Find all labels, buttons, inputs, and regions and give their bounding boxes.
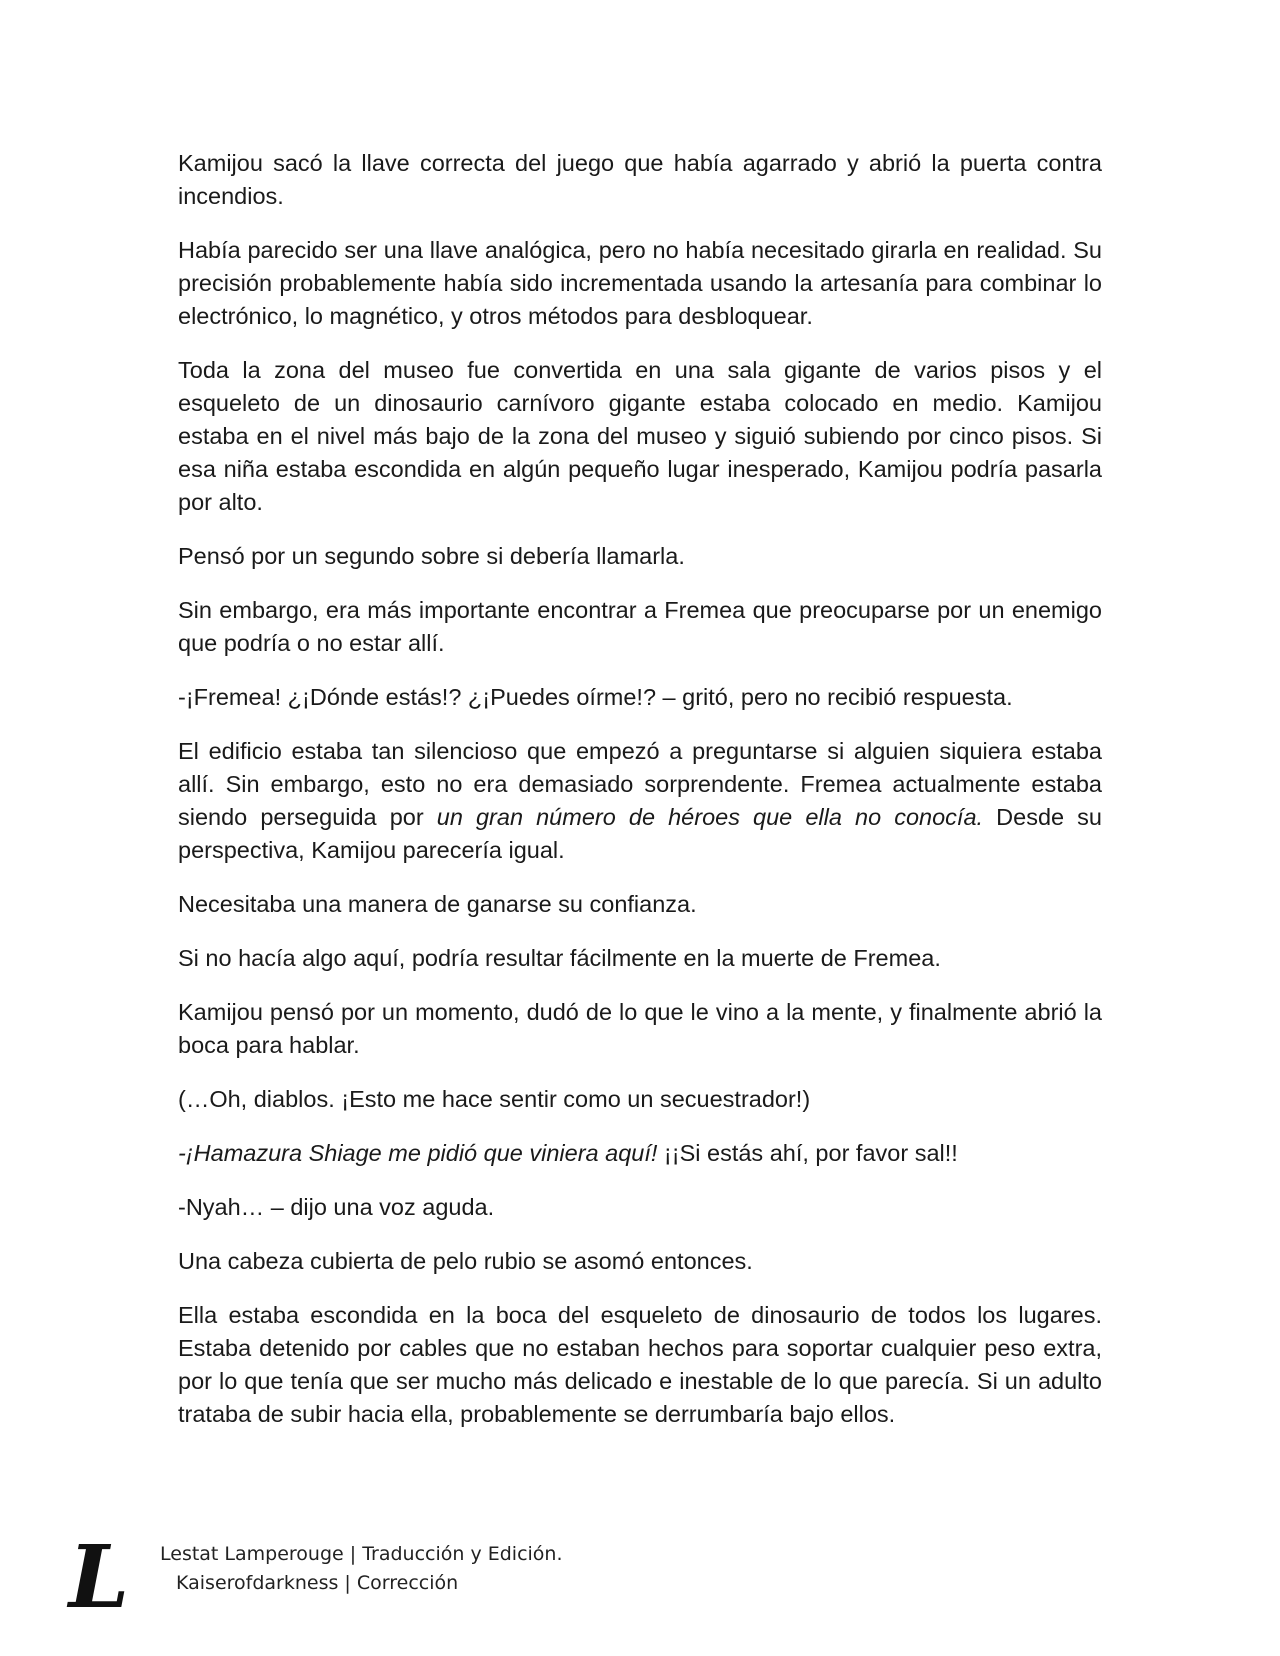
paragraph-8: Necesitaba una manera de ganarse su confianza. bbox=[178, 891, 697, 917]
logo-letter: L bbox=[68, 1535, 130, 1615]
paragraph-2: Había parecido ser una llave analógica, pero no había necesitado girarla en realidad. Su precisión probablemente había sido incrementada usando la artesanía para combinar lo electrónico, lo magnético, y otros métodos para desbloquear. bbox=[178, 237, 1102, 329]
paragraph-4: Pensó por un segundo sobre si debería llamarla. bbox=[178, 543, 685, 569]
footer-credits bbox=[160, 1540, 563, 1598]
footer-line-correction: Kaiserofdarkness | Corrección bbox=[176, 1572, 459, 1594]
paragraph-5: Sin embargo, era más importante encontrar a Fremea que preocuparse por un enemigo que podría o no estar allí. bbox=[178, 597, 1102, 656]
paragraph-13: -Nyah… – dijo una voz aguda. bbox=[178, 1194, 495, 1220]
paragraph-11: (…Oh, diablos. ¡Esto me hace sentir como un secuestrador!) bbox=[178, 1086, 811, 1112]
paragraph-9: Si no hacía algo aquí, podría resultar fácilmente en la muerte de Fremea. bbox=[178, 945, 941, 971]
paragraph-7 bbox=[178, 735, 1102, 867]
paragraph-7-text-b: Desde su perspectiva, Kamijou parecería igual. bbox=[178, 804, 1102, 863]
gothic-l-logo-icon bbox=[66, 1535, 132, 1615]
paragraph-7-italic: un gran número de héroes que ella no conocía. bbox=[436, 804, 984, 830]
chapter-body bbox=[178, 147, 1102, 1452]
paragraph-12-text: ¡¡Si estás ahí, por favor sal!! bbox=[657, 1140, 958, 1166]
paragraph-1: Kamijou sacó la llave correcta del juego que había agarrado y abrió la puerta contra incendios. bbox=[178, 150, 1102, 209]
paragraph-3: Toda la zona del museo fue convertida en una sala gigante de varios pisos y el esqueleto de un dinosaurio carnívoro gigante estaba colocado en medio. Kamijou estaba en el nivel más bajo de la zona del museo y siguió subiendo por cinco pisos. Si esa niña estaba escondida en algún pequeño lugar inesperado, Kamijou podría pasarla por alto. bbox=[178, 357, 1102, 515]
paragraph-12-italic: -¡Hamazura Shiage me pidió que viniera aquí! bbox=[178, 1140, 658, 1166]
paragraph-14: Una cabeza cubierta de pelo rubio se asomó entonces. bbox=[178, 1248, 753, 1274]
paragraph-6: -¡Fremea! ¿¡Dónde estás!? ¿¡Puedes oírme!? – gritó, pero no recibió respuesta. bbox=[178, 684, 1013, 710]
paragraph-15: Ella estaba escondida en la boca del esqueleto de dinosaurio de todos los lugares. Estaba detenido por cables que no estaban hechos para soportar cualquier peso extra, por lo que tenía que ser mucho más delicado e inestable de lo que parecía. Si un adulto trataba de subir hacia ella, probablemente se derrumbaría bajo ellos. bbox=[178, 1302, 1102, 1427]
footer-line-translation: Lestat Lamperouge | Traducción y Edición. bbox=[160, 1543, 563, 1565]
paragraph-12 bbox=[178, 1137, 1102, 1170]
paragraph-7-text-a: El edificio estaba tan silencioso que empezó a preguntarse si alguien siquiera estaba allí. Sin embargo, esto no era demasiado sorprendente. Fremea actualmente estaba siendo perseguida por bbox=[178, 738, 1102, 830]
paragraph-10: Kamijou pensó por un momento, dudó de lo que le vino a la mente, y finalmente abrió la boca para hablar. bbox=[178, 999, 1102, 1058]
